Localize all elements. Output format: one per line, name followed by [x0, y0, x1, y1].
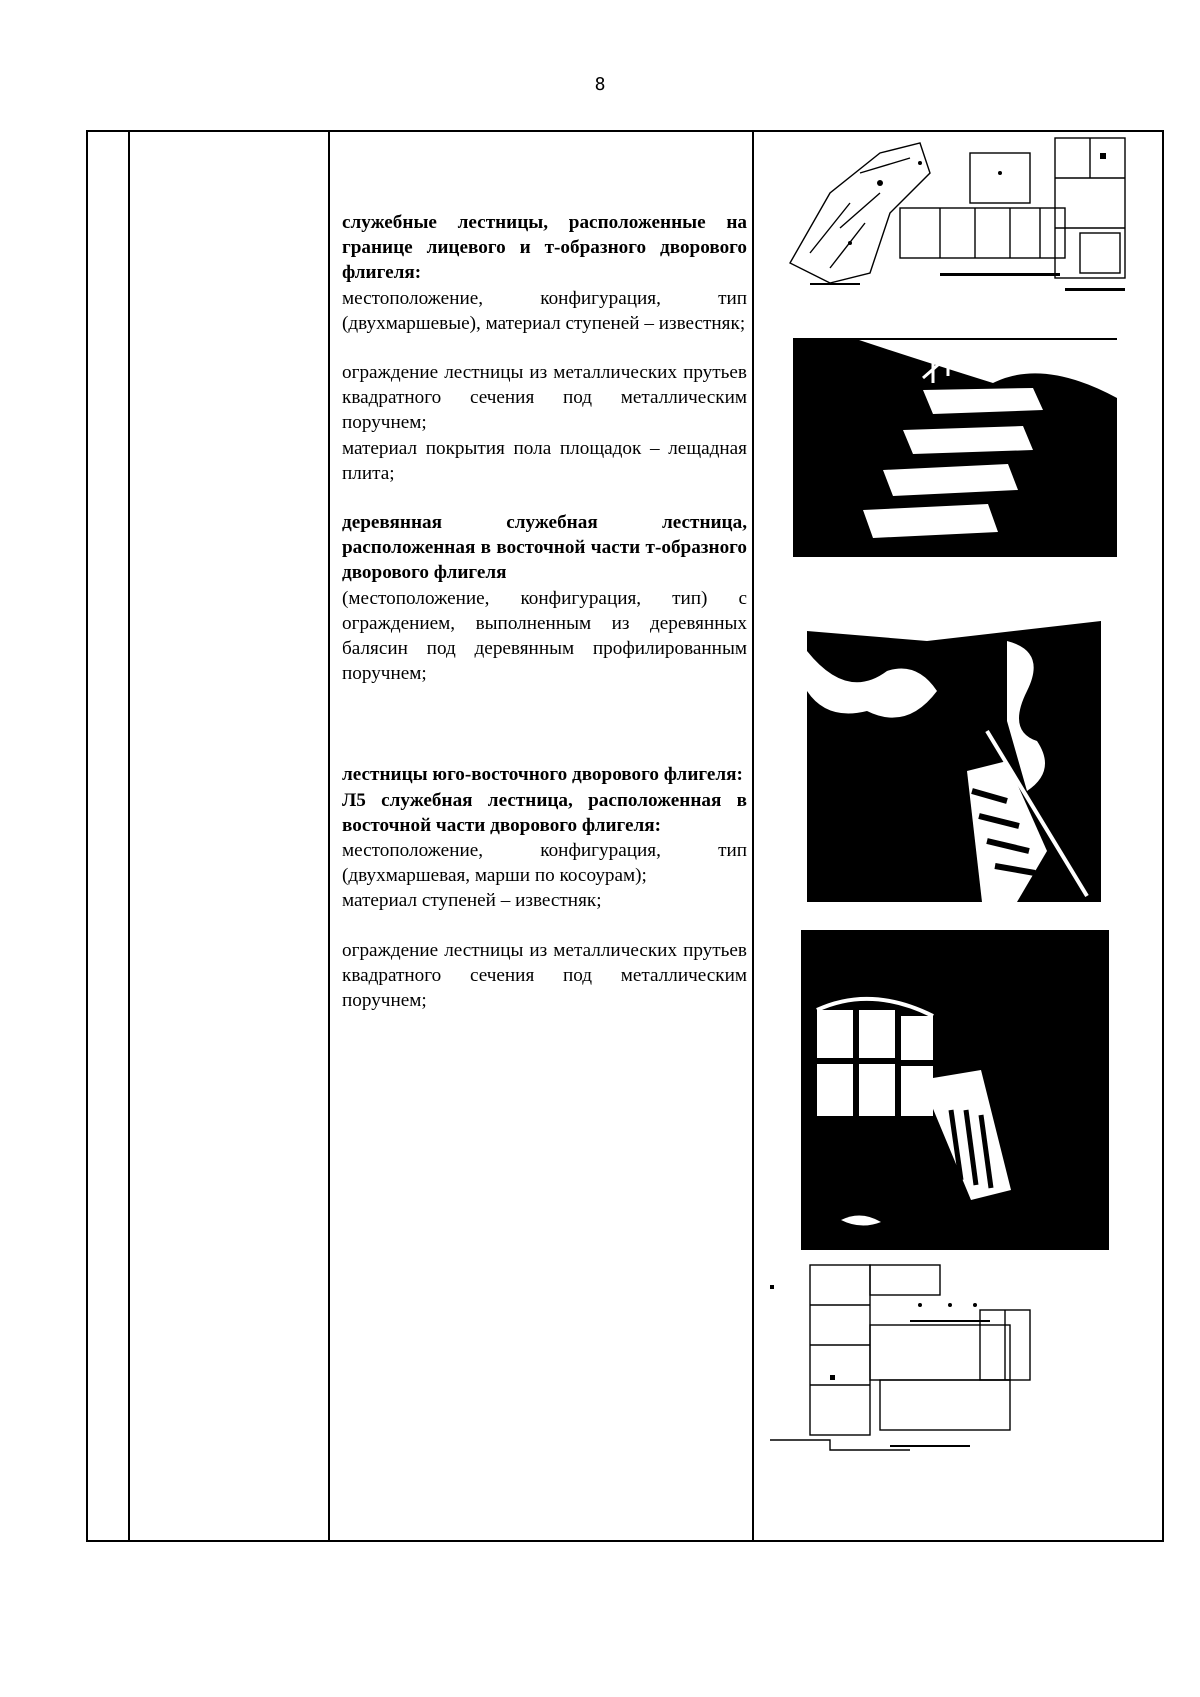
description-cell [342, 210, 747, 1013]
l5-stair-heading: Л5 служебная лестница, расположенная в восточной части дворового флигеля: [342, 789, 747, 836]
service-stairs-item: ограждение лестницы из металлических прутьев квадратного сечения под металлическим поручнем; [342, 362, 747, 434]
service-stairs-heading: служебные лестницы, расположенные на границе лицевого и т-образного дворового флигеля: [342, 212, 747, 284]
column-divider [328, 132, 330, 1540]
stair-photo-l5-image [801, 930, 1109, 1250]
stair-photo-limestone [793, 338, 1117, 557]
floor-plan-top-drawing [770, 133, 1146, 301]
southeast-stairs-heading: лестницы юго-восточного дворового флигеля: [342, 764, 743, 786]
wooden-stair-heading: деревянная служебная лестница, расположенная в восточной части т-образного дворового флигеля [342, 512, 747, 584]
stair-photo-wooden-image [807, 611, 1101, 902]
floor-plan-top [770, 133, 1146, 301]
column-divider [128, 132, 130, 1540]
wooden-stair-body: (местоположение, конфигурация, тип) с ограждением, выполненным из деревянных балясин под деревянным профилированным поручнем; [342, 587, 747, 685]
l5-stair-item: местоположение, конфигурация, тип (двухмаршевая, марши по косоурам); [342, 840, 747, 887]
stair-photo-l5 [801, 930, 1109, 1250]
service-stairs-item: материал покрытия пола площадок – лещадная плита; [342, 437, 747, 484]
l5-stair-item: материал ступеней – известняк; [342, 890, 602, 912]
floor-plan-bottom [770, 1255, 1050, 1462]
floor-plan-bottom-drawing [770, 1255, 1050, 1462]
service-stairs-item: местоположение, конфигурация, тип (двухмаршевые), материал ступеней – известняк; [342, 287, 747, 334]
stair-photo-wooden [807, 611, 1101, 902]
l5-stair-item: ограждение лестницы из металлических прутьев квадратного сечения под металлическим поручнем; [342, 939, 747, 1012]
stair-photo-limestone-image [793, 338, 1117, 557]
page-number: 8 [594, 74, 606, 95]
column-divider [752, 132, 754, 1540]
